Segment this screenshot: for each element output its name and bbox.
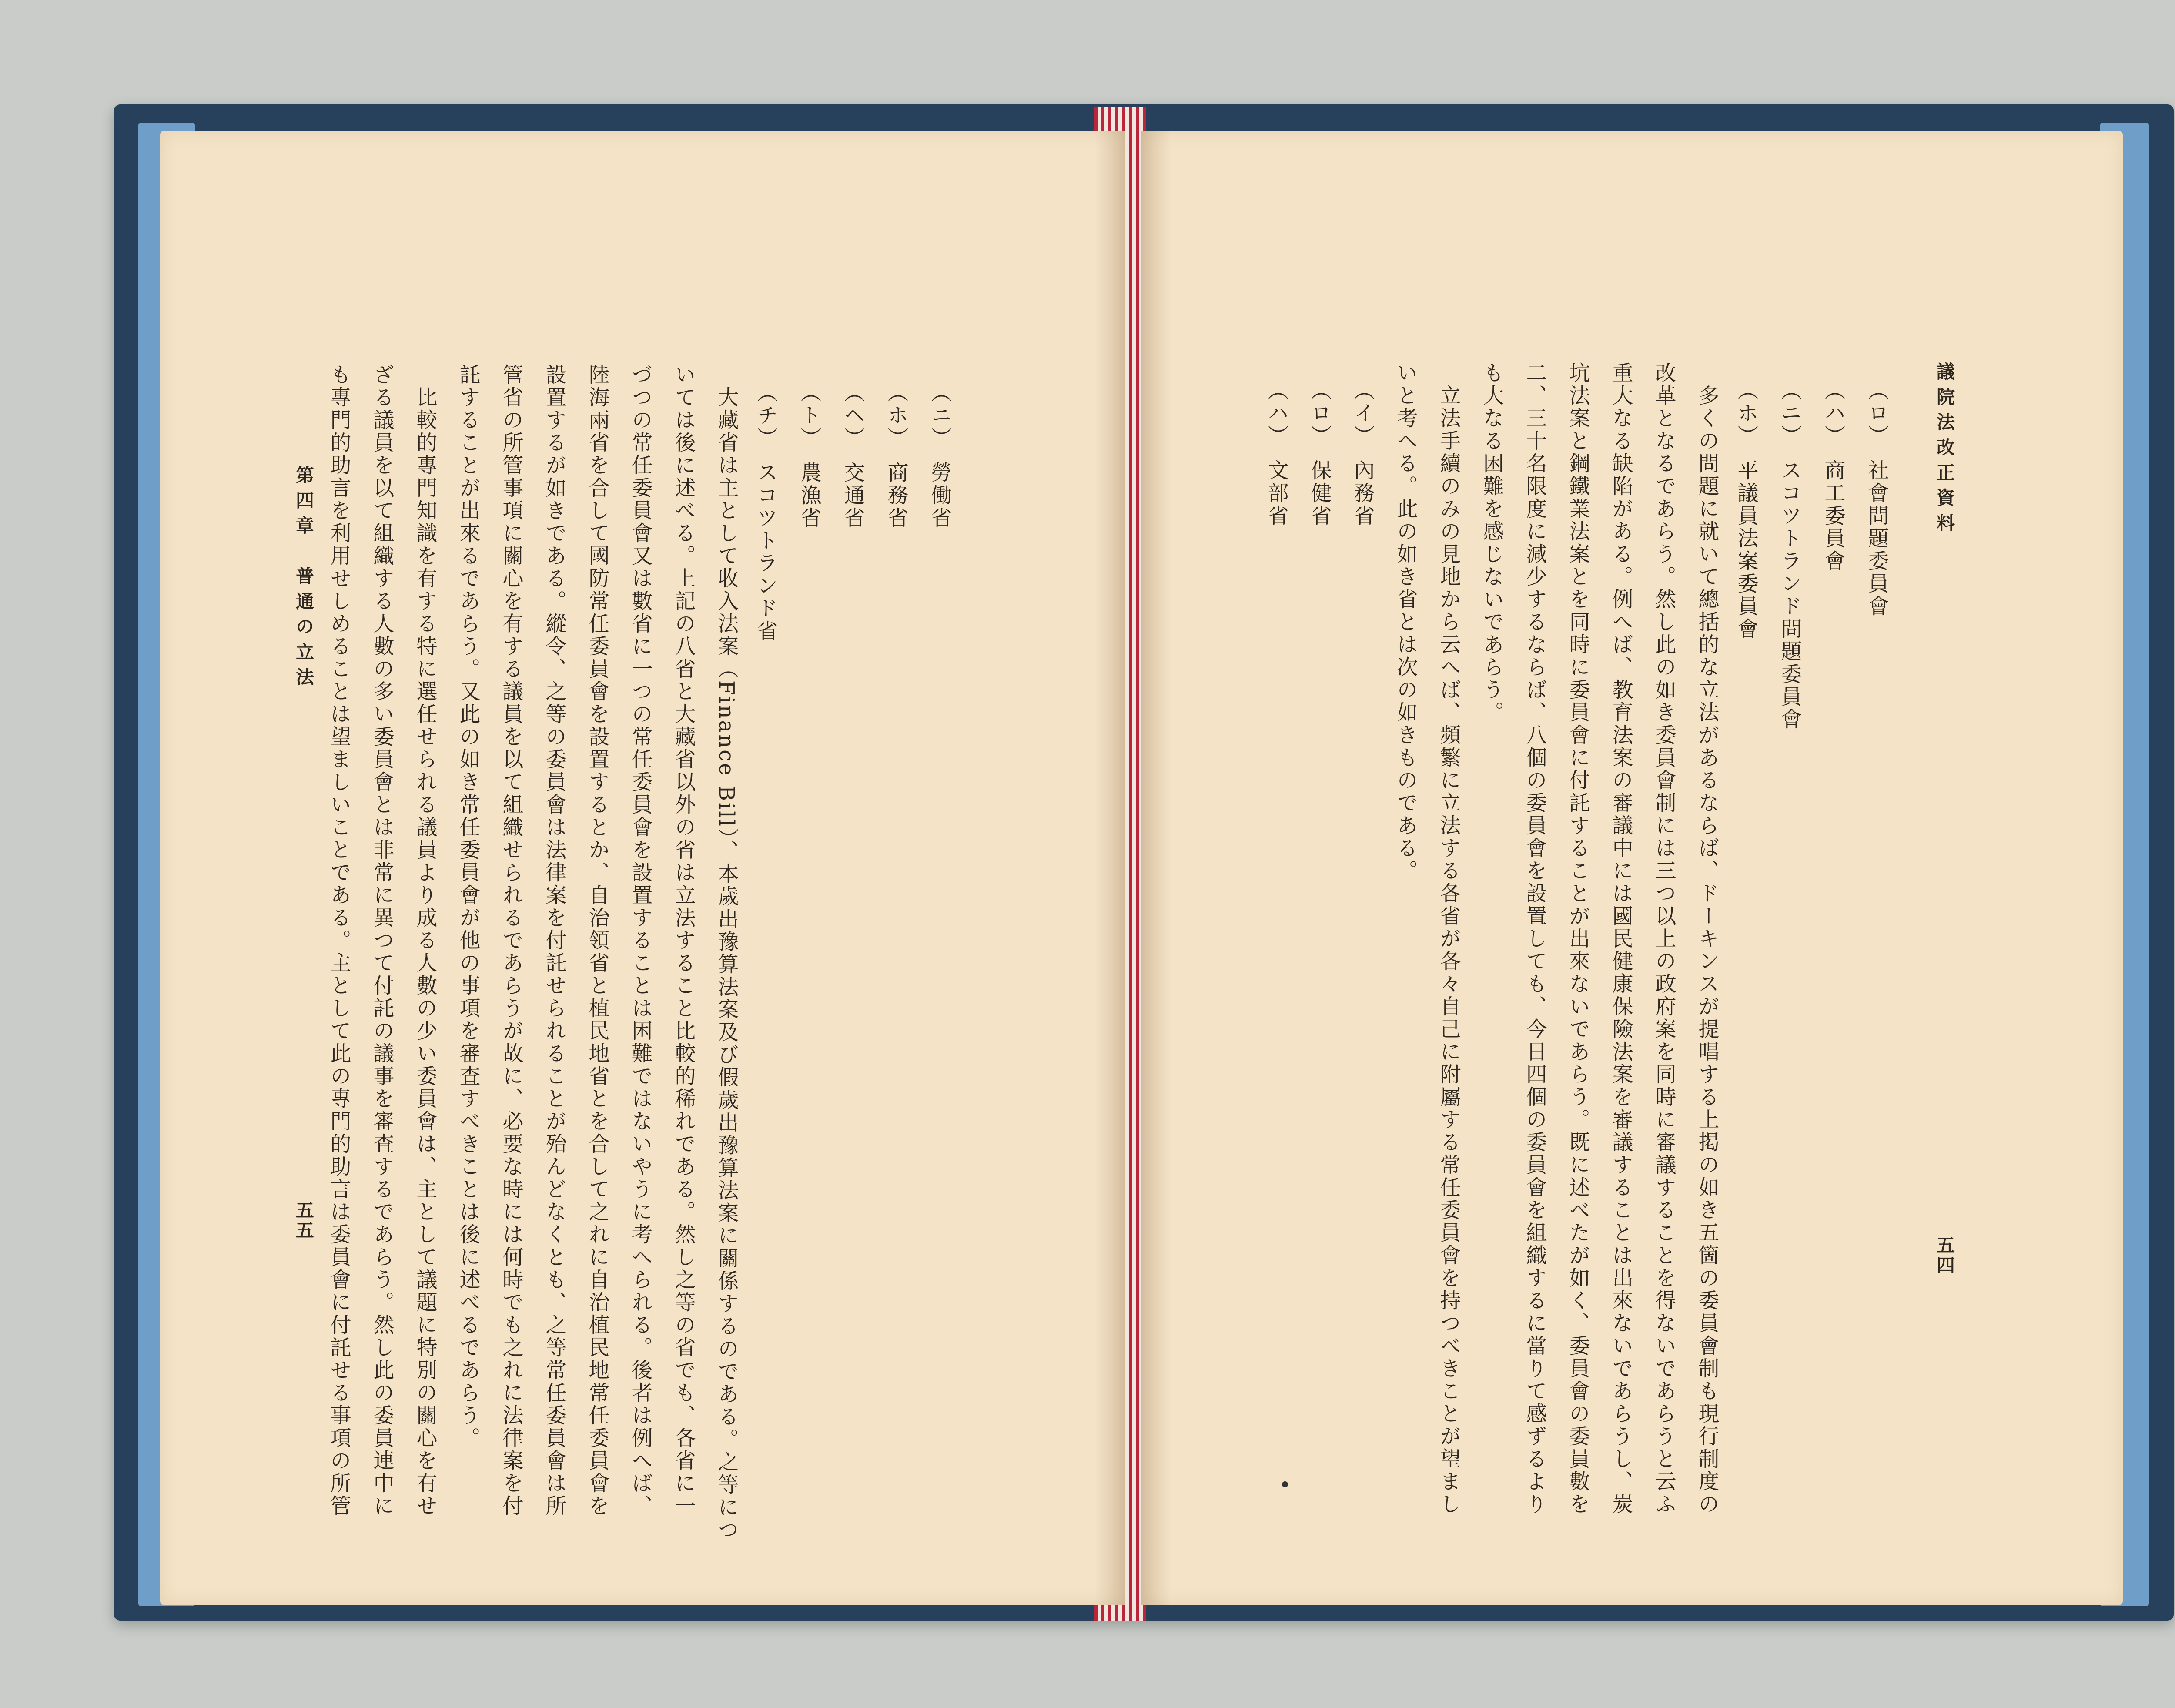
text-line: （ニ） 勞働省: [927, 382, 952, 529]
text-line: （ニ） スコツトランド問題委員會: [1777, 379, 1802, 731]
text-line: も大なる困難を感じないであらう。: [1479, 362, 1504, 724]
left-page: [160, 131, 1125, 1605]
text-line: （ホ） 商務省: [884, 382, 908, 529]
running-header: 第四章 普通の立法: [293, 466, 315, 693]
text-line: 大藏省は主として收入法案（Finance Bill）、本歲出豫算法案及び假歲出豫算法案に關係するのである。之等につ: [714, 364, 739, 1541]
text-line: 陸海兩省を合して國防常任委員會を設置するとか、自治領省と植民地省とを合して之れに自治植民地常任委員會を: [585, 364, 609, 1517]
text-line: 二、三十名限度に減少するならば、八個の委員會を設置しても、今日四個の委員會を組織するに當りて感ずるより: [1522, 362, 1547, 1516]
running-header: 議院法改正資料: [1934, 362, 1955, 539]
page-number: 五五: [293, 1201, 315, 1241]
text-line: いては後に述べる。上記の八省と大藏省以外の省は立法すること比較的稀れである。然し之等の省でも、各省に一: [671, 364, 696, 1517]
text-line: （チ） スコツトランド省: [753, 382, 778, 643]
text-line: 坑法案と鋼鐵業法案とを同時に委員會に付託することが出來ないであらう。既に述べたが如く、委員會の委員數を: [1566, 362, 1590, 1516]
text-line: 設置するが如きである。縱令、之等の委員會は法律案を付託せられることが殆んどなくとも、之等常任委員會は所: [542, 364, 566, 1517]
right-page: [1141, 131, 2123, 1605]
text-line: 立法手續のみの見地から云へば、頻繁に立法する各省が各々自己に附屬する常任委員會を持つべきことが望まし: [1436, 362, 1461, 1516]
text-line: （ハ） 商工委員會: [1821, 379, 1845, 573]
text-line: （ロ） 保健省: [1307, 379, 1332, 527]
page-number: 五四: [1934, 1236, 1955, 1276]
text-line: （イ） 內務省: [1350, 379, 1375, 527]
ink-speck: [1282, 1481, 1288, 1487]
text-line: （ト） 農漁省: [797, 382, 821, 529]
gutter-shadow: [1094, 131, 1125, 1605]
gutter-shadow: [1141, 131, 1171, 1605]
text-line: いと考へる。此の如き省とは次の如きものである。: [1393, 362, 1418, 882]
text-line: も專門的助言を利用せしめることは望ましいことである。主として此の專門的助言は委員會に付託せる事項の所管: [327, 364, 351, 1517]
text-line: （ハ） 文部省: [1264, 379, 1288, 527]
text-line: 多くの問題に就いて總括的な立法があるならば、ドーキンスが提唱する上掲の如き五箇の委員會制も現行制度の: [1695, 362, 1719, 1516]
text-line: 改革となるであらう。然し此の如き委員會制には三つ以上の政府案を同時に審議することを得ないであらうと云ふ: [1652, 362, 1676, 1516]
text-line: 重大なる缺陷がある。例へば、教育法案の審議中には國民健康保險法案を審議することは出來ないであらうし、炭: [1609, 362, 1633, 1516]
text-line: づつの常任委員會又は數省に一つの常任委員會を設置することは困難ではないやうに考へられる。後者は例へば、: [628, 364, 652, 1517]
text-line: 託することが出來るであらう。又此の如き常任委員會が他の事項を審査すべきことは後に述べるであらう。: [456, 364, 480, 1450]
text-line: （ホ） 平議員法案委員會: [1734, 379, 1758, 640]
text-line: 比較的專門知識を有する特に選任せられる議員より成る人數の少い委員會は、主として議題に特別の關心を有せ: [413, 364, 437, 1517]
text-line: （ロ） 社會問題委員會: [1864, 379, 1889, 618]
text-line: ざる議員を以て組織する人數の多い委員會とは非常に異つて付託の議事を審査するであらう。然し此の委員連中に: [370, 364, 394, 1517]
text-line: （ヘ） 交通省: [840, 382, 865, 529]
text-line: 管省の所管事項に關心を有する議員を以て組織せられるであらうが故に、必要な時には何時でも之れに法律案を付: [499, 364, 523, 1517]
